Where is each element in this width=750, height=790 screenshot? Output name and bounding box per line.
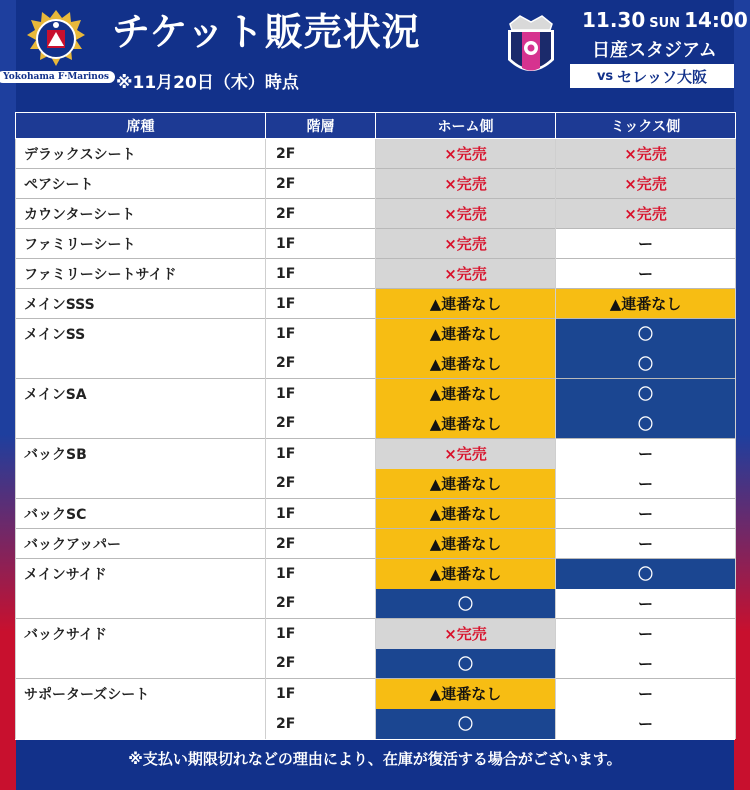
mix-status-cell: ×完売 — [556, 139, 736, 169]
home-status-cell: ×完売 — [376, 199, 556, 229]
mix-status-cell: ー — [556, 619, 736, 649]
left-accent-stripe — [0, 0, 16, 790]
home-status-cell: ×完売 — [376, 619, 556, 649]
vs-label: vs — [596, 68, 614, 84]
table-row — [16, 499, 736, 529]
floor-cell: 1F — [266, 289, 376, 319]
seat-type-cell: バックサイド — [16, 619, 266, 679]
table-row — [16, 169, 736, 199]
table-row — [16, 439, 736, 469]
page-title: チケット販売状況 — [112, 10, 421, 54]
floor-cell: 1F — [266, 679, 376, 709]
header-mix-side: ミックス側 — [556, 113, 736, 139]
match-date: 11.30 — [582, 8, 646, 32]
seat-type-cell: メインSS — [16, 319, 266, 379]
floor-cell: 1F — [266, 379, 376, 409]
floor-cell: 2F — [266, 169, 376, 199]
mix-status-cell: 〇 — [556, 349, 736, 379]
floor-cell: 2F — [266, 139, 376, 169]
home-status-cell: ▲連番なし — [376, 409, 556, 439]
floor-cell: 1F — [266, 259, 376, 289]
mix-status-cell: 〇 — [556, 319, 736, 349]
home-status-cell: ▲連番なし — [376, 469, 556, 499]
mix-status-cell: ー — [556, 229, 736, 259]
table-body — [16, 139, 736, 739]
mix-status-cell: ×完売 — [556, 169, 736, 199]
mix-status-cell: ー — [556, 709, 736, 739]
mix-status-cell: ー — [556, 469, 736, 499]
header-seat-type: 席種 — [16, 113, 266, 139]
home-status-cell: ▲連番なし — [376, 289, 556, 319]
table-row — [16, 679, 736, 709]
table-header-row — [16, 113, 736, 139]
mix-status-cell: ー — [556, 499, 736, 529]
floor-cell: 2F — [266, 349, 376, 379]
home-club-wordmark: Yokohama F·Marinos — [0, 71, 115, 83]
table-row — [16, 259, 736, 289]
table-row — [16, 229, 736, 259]
footer-note: ※支払い期限切れなどの理由により、在庫が復活する場合がございます。 — [128, 750, 622, 768]
floor-cell: 1F — [266, 319, 376, 349]
mix-status-cell: ▲連番なし — [556, 289, 736, 319]
floor-cell: 1F — [266, 499, 376, 529]
home-status-cell: ×完売 — [376, 229, 556, 259]
table-row — [16, 379, 736, 409]
match-day: SUN — [649, 16, 681, 31]
seat-type-cell: デラックスシート — [16, 139, 266, 169]
seat-type-cell: メインSA — [16, 379, 266, 439]
mix-status-cell: ー — [556, 529, 736, 559]
right-accent-stripe — [734, 0, 750, 790]
home-status-cell: 〇 — [376, 589, 556, 619]
floor-cell: 1F — [266, 229, 376, 259]
cerezo-emblem-icon — [500, 10, 562, 84]
home-club-logo — [3, 8, 109, 88]
opponent-club-logo — [500, 10, 562, 84]
seat-type-cell: バックSB — [16, 439, 266, 499]
floor-cell: 2F — [266, 469, 376, 499]
mix-status-cell: ー — [556, 439, 736, 469]
marinos-emblem-icon — [25, 8, 87, 70]
match-datetime — [582, 8, 748, 32]
mix-status-cell: ー — [556, 589, 736, 619]
mix-status-cell: 〇 — [556, 559, 736, 589]
header-home-side: ホーム側 — [376, 113, 556, 139]
floor-cell: 2F — [266, 199, 376, 229]
home-status-cell: ▲連番なし — [376, 349, 556, 379]
seat-type-cell: ファミリーシートサイド — [16, 259, 266, 289]
home-status-cell: ×完売 — [376, 439, 556, 469]
home-status-cell: ▲連番なし — [376, 529, 556, 559]
mix-status-cell: 〇 — [556, 379, 736, 409]
floor-cell: 2F — [266, 709, 376, 739]
opponent-name: セレッソ大阪 — [617, 67, 708, 86]
home-status-cell: 〇 — [376, 709, 556, 739]
floor-cell: 2F — [266, 649, 376, 679]
floor-cell: 1F — [266, 439, 376, 469]
table-row — [16, 559, 736, 589]
home-status-cell: ▲連番なし — [376, 559, 556, 589]
venue: 日産スタジアム — [592, 40, 717, 61]
table-row — [16, 529, 736, 559]
seat-type-cell: メインSSS — [16, 289, 266, 319]
home-status-cell: ×完売 — [376, 139, 556, 169]
home-status-cell: 〇 — [376, 649, 556, 679]
match-time: 14:00 — [684, 8, 748, 32]
home-status-cell: ▲連番なし — [376, 679, 556, 709]
home-status-cell: ▲連番なし — [376, 499, 556, 529]
table-row — [16, 319, 736, 349]
floor-cell: 1F — [266, 559, 376, 589]
home-status-cell: ▲連番なし — [376, 379, 556, 409]
floor-cell: 2F — [266, 409, 376, 439]
table-row — [16, 199, 736, 229]
floor-cell: 2F — [266, 589, 376, 619]
seat-type-cell: カウンターシート — [16, 199, 266, 229]
table-row — [16, 139, 736, 169]
table-row — [16, 619, 736, 649]
header — [0, 0, 750, 112]
mix-status-cell: ー — [556, 649, 736, 679]
seat-type-cell: サポーターズシート — [16, 679, 266, 739]
table-row — [16, 289, 736, 319]
status-table — [15, 112, 736, 739]
ticket-status-table — [15, 112, 735, 740]
home-status-cell: ×完売 — [376, 169, 556, 199]
mix-status-cell: ー — [556, 259, 736, 289]
mix-status-cell: ×完売 — [556, 199, 736, 229]
floor-cell: 2F — [266, 529, 376, 559]
seat-type-cell: ファミリーシート — [16, 229, 266, 259]
header-floor: 階層 — [266, 113, 376, 139]
opponent-box — [570, 64, 734, 88]
seat-type-cell: バックSC — [16, 499, 266, 529]
seat-type-cell: バックアッパー — [16, 529, 266, 559]
mix-status-cell: ー — [556, 679, 736, 709]
seat-type-cell: ペアシート — [16, 169, 266, 199]
floor-cell: 1F — [266, 619, 376, 649]
as-of-date: ※11月20日（木）時点 — [116, 73, 299, 93]
home-status-cell: ▲連番なし — [376, 319, 556, 349]
home-status-cell: ×完売 — [376, 259, 556, 289]
mix-status-cell: 〇 — [556, 409, 736, 439]
seat-type-cell: メインサイド — [16, 559, 266, 619]
